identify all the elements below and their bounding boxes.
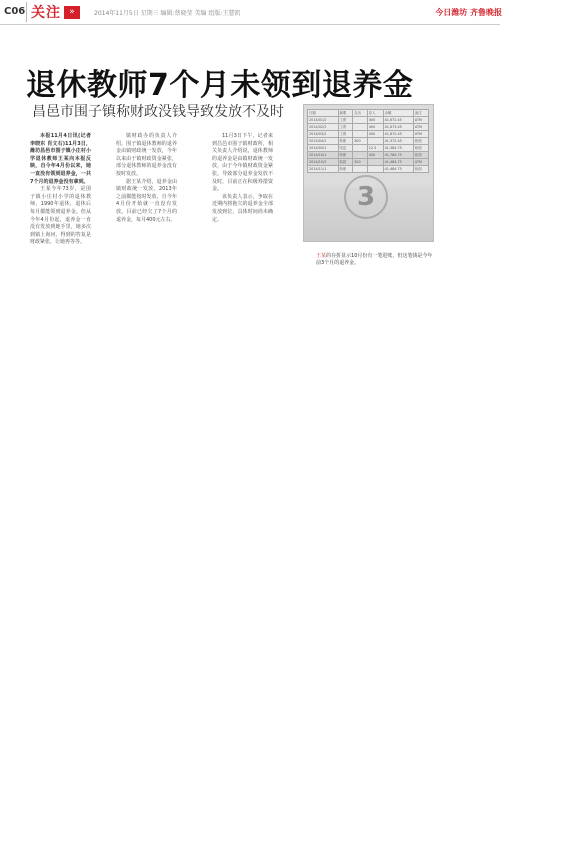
ledger-cell: 2014/10/1: [308, 152, 339, 159]
ledger-row: [308, 110, 429, 117]
article-paragraph: 本报11月4日讯(记者 李晓东 肖文石)11月3日，潍坊昌邑市围子镇小庄村小学退休教师王某向本报反映，自今年4月份以来，她一直没有领到退养金，一共7个月的退养金没有拿到。: [30, 133, 91, 185]
ledger-cell: 柜面: [413, 166, 428, 173]
caption-name: 王某: [316, 253, 327, 259]
ledger-cell: 400: [367, 152, 383, 159]
ledger-cell: [367, 138, 383, 145]
photo-caption: [316, 253, 434, 267]
caption-text: 的存折显示10月份有一笔进账，但这笔钱是今年前3个月的退养金。: [316, 253, 433, 266]
section-tag[interactable]: [26, 2, 80, 22]
ledger-cell: 柜面: [413, 152, 428, 159]
section-label: 关注: [31, 5, 61, 21]
ledger-cell: 转账: [338, 166, 353, 173]
ledger-cell: [353, 166, 368, 173]
ledger-cell: 12.3: [367, 145, 383, 152]
ledger-cell: 400: [367, 124, 383, 131]
page-number: C06: [4, 6, 26, 17]
ledger-cell: 2014/10/2: [308, 159, 339, 166]
article-paragraph: 镇财政办的负责人介绍，围子镇退休教师的退养金由镇财政统一发放，今年以来由于镇财政资金紧张，部分退休教师的退养金没有按时发放。: [116, 133, 177, 177]
ledger-cell: ATM: [413, 124, 428, 131]
ledger-cell: 柜面: [413, 145, 428, 152]
ledger-cell: [353, 152, 368, 159]
ledger-cell: ATM: [413, 131, 428, 138]
ledger-cell: 2014/01/2: [308, 117, 339, 124]
ledger-cell: 400: [367, 131, 383, 138]
ledger-cell: 摘要: [338, 110, 353, 117]
ledger-cell: 41,484.75: [383, 159, 413, 166]
article-paragraph: 11月3日下午，记者来到昌邑市围子镇财政所，相关负责人介绍说，退休教师的退养金是由镇财政统一发放，由于今年镇财政资金紧张，导致部分退养金发放不及时，目前正在积极筹措资金。: [212, 133, 273, 193]
ledger-cell: [367, 166, 383, 173]
ledger-cell: 柜面: [413, 138, 428, 145]
ledger-cell: 300: [353, 159, 368, 166]
ledger-row: [308, 159, 429, 166]
passbook-ledger: [307, 109, 429, 173]
ledger-cell: 取款: [338, 159, 353, 166]
issue-meta: 2014年11月5日 星期三 编辑:蔡晓莹 美编 组版:王慧凯: [94, 10, 241, 17]
article-column-3: [212, 133, 273, 224]
article-paragraph: 王某今年73岁，是围子镇小庄村小学的退休教师，1990年退休，退休后每月都能领到退养金。但从今年4月份起，退养金一直没有发放到她手里，她多次到镇上询问，得到的答复是财政紧张，让她再等等。: [30, 186, 91, 246]
ledger-cell: 2014/11/1: [308, 166, 339, 173]
ledger-row: [308, 131, 429, 138]
ledger-cell: 备注: [413, 110, 428, 117]
ledger-cell: 2014/04/1: [308, 138, 339, 145]
article-column-1: [30, 133, 91, 247]
ledger-cell: 41,484.75: [383, 166, 413, 173]
ledger-cell: [353, 131, 368, 138]
ledger-cell: 结息: [338, 145, 353, 152]
article-paragraph: 该负责人表示，争取在近期内将拖欠的退养金全部发放到位，具体时间尚未确定。: [212, 193, 273, 223]
ledger-cell: 工资: [338, 124, 353, 131]
ledger-cell: 工资: [338, 117, 353, 124]
ledger-cell: 41,784.75: [383, 152, 413, 159]
article-subhead: 昌邑市围子镇称财政没钱导致发放不及时: [32, 104, 284, 120]
stamp-mark: 3: [344, 175, 388, 219]
ledger-cell: 41,673.45: [383, 124, 413, 131]
chevron-right-icon: »: [64, 6, 80, 19]
brand-logo: 今日潍坊 齐鲁晚报: [435, 8, 502, 17]
ledger-row: [308, 117, 429, 124]
ledger-cell: 41,384.75: [383, 145, 413, 152]
article-headline: 退休教师7个月未领到退养金: [26, 68, 414, 103]
ledger-cell: 存入: [367, 110, 383, 117]
ledger-cell: 2014/02/2: [308, 124, 339, 131]
article-column-2: [116, 133, 177, 224]
ledger-cell: 余额: [383, 110, 413, 117]
ledger-cell: 日期: [308, 110, 339, 117]
ledger-row: [308, 145, 429, 152]
ledger-row: [308, 138, 429, 145]
ledger-cell: 工资: [338, 131, 353, 138]
ledger-cell: [353, 124, 368, 131]
ledger-cell: 2014/03/2: [308, 131, 339, 138]
article-paragraph: 据王某介绍，退养金由镇财政统一发放，2013年之前都能按时发放，自今年4月份开始就一直没有发放。目前已经欠了7个月的退养金，每月400元左右。: [116, 178, 177, 223]
ledger-row: [308, 152, 429, 159]
ledger-cell: [353, 145, 368, 152]
passbook-photo: [303, 104, 434, 242]
ledger-cell: [353, 117, 368, 124]
ledger-cell: 41,372.45: [383, 138, 413, 145]
ledger-cell: 支出: [353, 110, 368, 117]
ledger-cell: ATM: [413, 117, 428, 124]
ledger-row: [308, 166, 429, 173]
header-divider: [0, 24, 500, 25]
ledger-cell: 转账: [338, 152, 353, 159]
ledger-cell: 300: [353, 138, 368, 145]
ledger-cell: ATM: [413, 159, 428, 166]
ledger-cell: [367, 159, 383, 166]
ledger-cell: 41,672.45: [383, 131, 413, 138]
ledger-cell: 转账: [338, 138, 353, 145]
ledger-cell: 2014/05/1: [308, 145, 339, 152]
ledger-row: [308, 124, 429, 131]
ledger-cell: 400: [367, 117, 383, 124]
ledger-cell: 41,672.45: [383, 117, 413, 124]
